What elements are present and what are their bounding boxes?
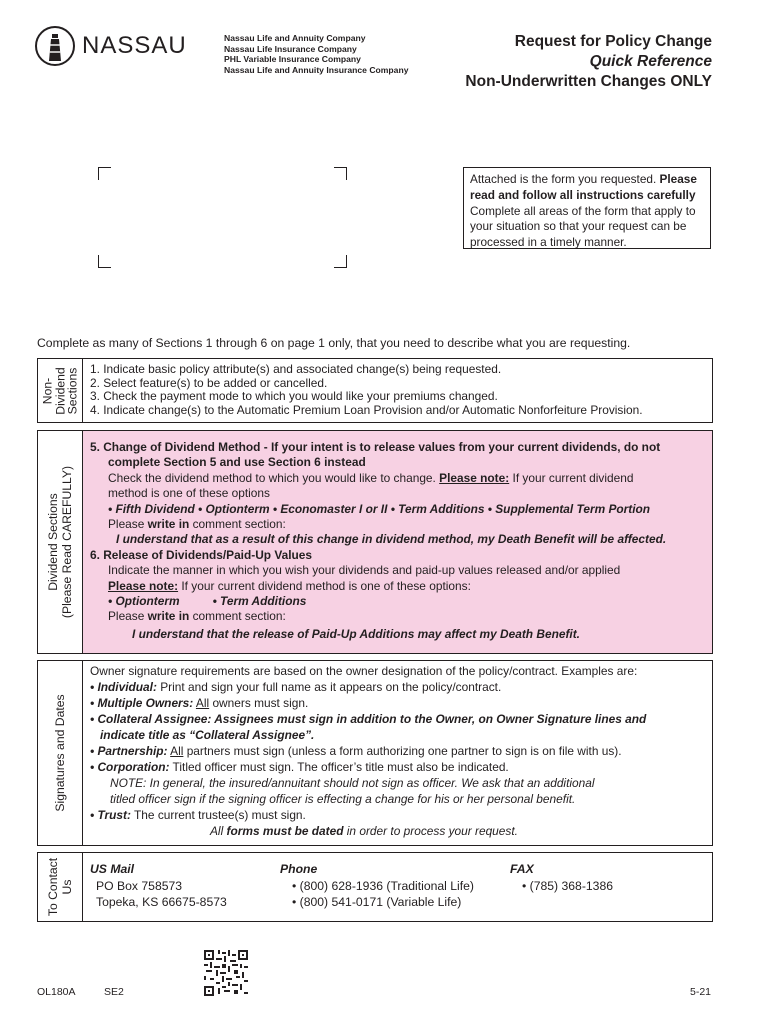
brand-name: NASSAU	[82, 32, 187, 59]
side-label-line: Dividend	[52, 366, 67, 415]
owner-type-label: • Multiple Owners:	[90, 696, 194, 710]
crop-mark-top-left	[98, 167, 111, 180]
notice-text: Attached is the form you requested.	[470, 172, 660, 186]
company-name: Nassau Life and Annuity Company	[224, 33, 366, 43]
dated-text: in order to process your request.	[343, 824, 518, 838]
owner-type-label: • Trust:	[90, 808, 131, 822]
write-in-text: comment section:	[189, 517, 286, 532]
list-item: 2. Select feature(s) to be added or cancelled.	[90, 375, 328, 390]
phone-number: • (800) 541-0171 (Variable Life)	[292, 895, 462, 910]
form-title	[465, 32, 712, 92]
owner-type-label: • Individual:	[90, 680, 157, 694]
crop-mark-top-right	[334, 167, 347, 180]
lighthouse-icon	[34, 25, 76, 67]
owner-type-text: The current trustee(s) must sign.	[130, 808, 306, 822]
owner-type-label: • Corporation:	[90, 760, 170, 774]
intro-text: Complete as many of Sections 1 through 6 on page 1 only, that you need to describe what you are requesting.	[37, 336, 631, 350]
form-number: OL180A	[37, 986, 76, 998]
write-in-text: comment section:	[189, 609, 286, 624]
write-in-emphasis: write in	[147, 609, 190, 624]
contact-mail	[90, 861, 227, 911]
write-in-text: Please	[108, 609, 148, 624]
please-note-label: Please note:	[439, 470, 510, 485]
side-label-line: Non-	[40, 377, 55, 404]
form-date: 5-21	[690, 986, 712, 998]
phone-heading: Phone	[280, 862, 318, 876]
section-5-statement: I understand that as a result of this change in dividend method, my Death Benefit will be affected.	[116, 532, 667, 547]
mail-address: Topeka, KS 66675-8573	[96, 895, 227, 910]
section-side-label	[38, 661, 83, 845]
section-side-label	[38, 431, 83, 653]
non-dividend-list	[90, 363, 706, 417]
list-item: 3. Check the payment mode to which you would like your premiums changed.	[90, 389, 498, 404]
contact-phone	[280, 861, 474, 911]
side-label-line: Dividend Sections	[46, 493, 60, 591]
all-emphasis: All	[195, 696, 210, 710]
collateral-assignee-text: • Collateral Assignee: Assignees must sign in addition to the Owner, on Owner Signature lines and	[90, 712, 647, 726]
phone-number: • (800) 628-1936 (Traditional Life)	[292, 878, 474, 893]
list-item: 1. Indicate basic policy attribute(s) and associated change(s) being requested.	[90, 362, 502, 376]
section-side-label	[38, 853, 83, 921]
write-in-emphasis: write in	[147, 517, 190, 532]
section-5-options: • Fifth Dividend • Optionterm • Economaster I or II • Term Additions • Supplemental Term Portion	[108, 501, 651, 516]
contact-section	[37, 852, 713, 922]
company-list	[224, 33, 408, 75]
fax-number: • (785) 368-1386	[522, 878, 613, 893]
section-6-text: Indicate the manner in which you wish your dividends and paid-up values released and/or applied	[108, 563, 621, 578]
fax-heading: FAX	[510, 862, 534, 876]
section-5-heading-cont: complete Section 5 and use Section 6 instead	[108, 455, 366, 470]
dividend-content	[90, 440, 706, 642]
form-code: SE2	[104, 986, 124, 998]
side-label-line: Us	[60, 879, 74, 895]
section-side-label	[38, 359, 83, 422]
collateral-assignee-text: indicate title as “Collateral Assignee”.	[100, 728, 315, 742]
side-label-line: Sections	[65, 367, 80, 414]
write-in-text: Please	[108, 517, 148, 532]
crop-mark-bottom-right	[334, 255, 347, 268]
section-6-options: • Optionterm • Term Additions	[108, 594, 307, 609]
company-logo	[34, 24, 194, 68]
officer-note: NOTE: In general, the insured/annuitant should not sign as officer. We ask that an additional	[110, 776, 595, 790]
owner-type-label: • Partnership:	[90, 744, 168, 758]
signatures-section	[37, 660, 713, 846]
owner-type-text: Print and sign your full name as it appears on the policy/contract.	[156, 680, 502, 694]
title-line-2: Quick Reference	[589, 53, 712, 70]
contact-fax	[510, 861, 613, 894]
dividend-section	[37, 430, 713, 654]
company-name: Nassau Life Insurance Company	[224, 43, 357, 54]
mail-address: PO Box 758573	[96, 878, 183, 893]
all-emphasis: All	[170, 744, 184, 758]
company-name: PHL Variable Insurance Company	[224, 54, 361, 65]
dated-emphasis: forms must be dated	[226, 824, 344, 838]
dated-text: All	[210, 824, 227, 838]
please-note-label: Please note:	[108, 578, 179, 593]
signatures-content	[90, 663, 706, 839]
crop-mark-bottom-left	[98, 255, 111, 268]
list-item: 4. Indicate change(s) to the Automatic Premium Loan Provision and/or Automatic Nonforfeiture Provision.	[90, 402, 643, 417]
mail-heading: US Mail	[90, 862, 135, 876]
section-5-heading: 5. Change of Dividend Method - If your intent is to release values from your current dividends, do not	[90, 440, 661, 454]
instructions-notice	[463, 167, 711, 249]
owner-type-text: Titled officer must sign. The officer’s title must also be indicated.	[169, 760, 509, 774]
qr-code-icon	[204, 950, 248, 996]
side-label-line: (Please Read CAREFULLY)	[60, 465, 74, 619]
side-label-line: To Contact	[46, 857, 60, 917]
company-name: Nassau Life and Annuity Insurance Company	[224, 64, 409, 75]
title-line-3: Non-Underwritten Changes ONLY	[465, 73, 712, 90]
side-label-line: Signatures and Dates	[53, 694, 67, 812]
section-6-text: If your current dividend method is one of these options:	[178, 578, 471, 593]
dated-requirement	[90, 823, 706, 839]
section-5-text: method is one of these options	[108, 486, 270, 501]
notice-emphasis: Please read and follow all instructions carefully	[470, 172, 697, 202]
section-6-statement: I understand that the release of Paid-Up Additions may affect my Death Benefit.	[132, 626, 580, 641]
section-5-text: Check the dividend method to which you would like to change.	[108, 470, 440, 485]
section-6-heading: 6. Release of Dividends/Paid-Up Values	[90, 547, 313, 562]
officer-note: titled officer sign if the signing officer is effecting a change for his or her personal benefit.	[110, 792, 576, 806]
signatures-intro: Owner signature requirements are based on the owner designation of the policy/contract. Examples are:	[90, 664, 638, 678]
owner-type-text: owners must sign.	[209, 696, 309, 710]
notice-text: Complete all areas of the form that apply to your situation so that your request can be processed in a timely manner.	[470, 203, 696, 250]
section-5-text: If your current dividend	[509, 470, 634, 485]
owner-type-text: partners must sign (unless a form authorizing one partner to sign is on file with us).	[183, 744, 622, 758]
non-dividend-section	[37, 358, 713, 423]
title-line-1: Request for Policy Change	[514, 33, 712, 50]
